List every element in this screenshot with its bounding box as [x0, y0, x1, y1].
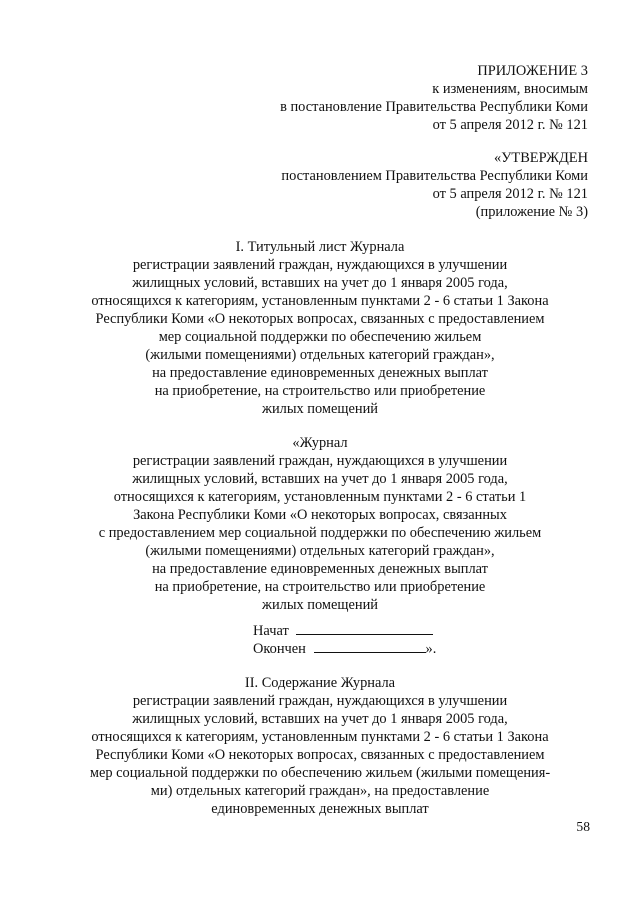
section-2-heading: II. Содержание Журнала	[244, 675, 396, 691]
approval-line: (приложение № 3)	[475, 204, 588, 220]
section-2-line: ми) отдельных категорий граждан», на предоставление	[150, 783, 490, 799]
section-2-line: Республики Коми «О некоторых вопросах, связанных с предоставлением	[95, 747, 545, 763]
header-line: к изменениям, вносимым	[432, 81, 588, 97]
section-1-line: жилищных условий, вставших на учет до 1 января 2005 года,	[132, 275, 508, 291]
section-1-heading: I. Титульный лист Журнала	[235, 239, 405, 255]
ended-blank-line	[314, 640, 426, 653]
journal-line: (жилыми помещениями) отдельных категорий граждан»,	[145, 543, 495, 559]
journal-line: на приобретение, на строительство или приобретение	[154, 579, 486, 595]
journal-line: жилищных условий, вставших на учет до 1 января 2005 года,	[132, 471, 508, 487]
journal-heading: «Журнал	[292, 435, 348, 451]
journal-line: жилых помещений	[262, 597, 378, 613]
section-2-line: единовременных денежных выплат	[211, 801, 429, 817]
approval-title: «УТВЕРЖДЕН	[494, 150, 588, 166]
page-number: 58	[576, 819, 590, 834]
journal-line: с предоставлением мер социальной поддержки по обеспечению жильем	[98, 525, 542, 541]
section-1-line: на предоставление единовременных денежных выплат	[152, 365, 488, 381]
approval-line: постановлением Правительства Республики Коми	[281, 168, 588, 184]
section-1-line: на приобретение, на строительство или приобретение	[154, 383, 486, 399]
section-1-line: жилых помещений	[262, 401, 378, 417]
started-field	[253, 622, 433, 640]
journal-line: регистрации заявлений граждан, нуждающихся в улучшении	[132, 453, 508, 469]
approval-line: от 5 апреля 2012 г. № 121	[432, 186, 588, 202]
header-line: от 5 апреля 2012 г. № 121	[432, 117, 588, 133]
section-1-line: мер социальной поддержки по обеспечению жильем	[158, 329, 482, 345]
section-2-line: регистрации заявлений граждан, нуждающихся в улучшении	[132, 693, 508, 709]
journal-line: на предоставление единовременных денежных выплат	[152, 561, 488, 577]
section-2-line: мер социальной поддержки по обеспечению жильем (жилыми помещения-	[89, 765, 551, 781]
section-2-line: относящихся к категориям, установленным пунктами 2 - 6 статьи 1 Закона	[91, 729, 549, 745]
section-1-line: относящихся к категориям, установленным пунктами 2 - 6 статьи 1 Закона	[91, 293, 549, 309]
ended-label: Окончен	[253, 641, 306, 657]
section-1-line: Республики Коми «О некоторых вопросах, связанных с предоставлением	[95, 311, 545, 327]
appendix-title: ПРИЛОЖЕНИЕ 3	[477, 63, 588, 79]
ended-suffix: ».	[425, 641, 437, 657]
journal-line: относящихся к категориям, установленным пунктами 2 - 6 статьи 1	[113, 489, 527, 505]
started-blank-line	[296, 622, 433, 635]
section-2-line: жилищных условий, вставших на учет до 1 января 2005 года,	[132, 711, 508, 727]
ended-field	[253, 640, 436, 658]
section-1-line: регистрации заявлений граждан, нуждающихся в улучшении	[132, 257, 508, 273]
started-label: Начат	[253, 623, 289, 639]
journal-line: Закона Республики Коми «О некоторых вопросах, связанных	[133, 507, 507, 523]
section-1-line: (жилыми помещениями) отдельных категорий граждан»,	[145, 347, 495, 363]
header-line: в постановление Правительства Республики Коми	[280, 99, 588, 115]
